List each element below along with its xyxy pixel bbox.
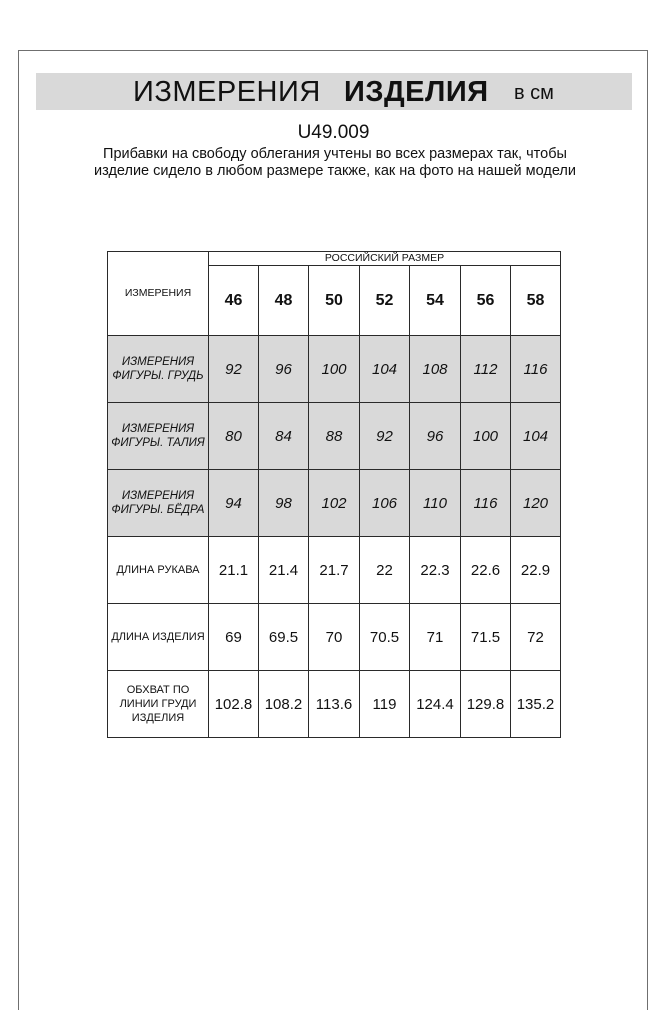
table-cell: 116 bbox=[461, 470, 511, 537]
table-cell: 71.5 bbox=[461, 604, 511, 671]
table-cell: 70 bbox=[309, 604, 360, 671]
table-cell: 72 bbox=[511, 604, 561, 671]
row-label: ИЗМЕРЕНИЯ ФИГУРЫ. ТАЛИЯ bbox=[108, 403, 209, 470]
table-cell: 102 bbox=[309, 470, 360, 537]
table-cell: 108 bbox=[410, 336, 461, 403]
row-label: ИЗМЕРЕНИЯ ФИГУРЫ. БЁДРА bbox=[108, 470, 209, 537]
table-cell: 106 bbox=[360, 470, 410, 537]
size-50: 50 bbox=[309, 266, 360, 336]
table-row bbox=[108, 403, 561, 470]
table-cell: 80 bbox=[209, 403, 259, 470]
table-row bbox=[108, 604, 561, 671]
size-table-container bbox=[107, 251, 561, 738]
table-cell: 110 bbox=[410, 470, 461, 537]
size-54: 54 bbox=[410, 266, 461, 336]
table-cell: 22.9 bbox=[511, 537, 561, 604]
table-cell: 69 bbox=[209, 604, 259, 671]
row-label: ДЛИНА РУКАВА bbox=[108, 537, 209, 604]
table-cell: 88 bbox=[309, 403, 360, 470]
table-cell: 92 bbox=[209, 336, 259, 403]
table-cell: 108.2 bbox=[259, 671, 309, 738]
table-cell: 69.5 bbox=[259, 604, 309, 671]
table-cell: 100 bbox=[461, 403, 511, 470]
title-product: ИЗДЕЛИЯ bbox=[344, 76, 489, 108]
table-cell: 116 bbox=[511, 336, 561, 403]
table-cell: 129.8 bbox=[461, 671, 511, 738]
title-measurements: ИЗМЕРЕНИЯ bbox=[133, 76, 321, 108]
table-cell: 98 bbox=[259, 470, 309, 537]
russian-size-header: РОССИЙСКИЙ РАЗМЕР bbox=[209, 252, 561, 266]
size-52: 52 bbox=[360, 266, 410, 336]
table-cell: 71 bbox=[410, 604, 461, 671]
size-table bbox=[107, 251, 561, 738]
row-label: ОБХВАТ ПО ЛИНИИ ГРУДИ ИЗДЕЛИЯ bbox=[108, 671, 209, 738]
table-cell: 21.1 bbox=[209, 537, 259, 604]
table-cell: 120 bbox=[511, 470, 561, 537]
row-label: ДЛИНА ИЗДЕЛИЯ bbox=[108, 604, 209, 671]
table-cell: 22 bbox=[360, 537, 410, 604]
title-unit: в см bbox=[514, 82, 554, 104]
table-cell: 113.6 bbox=[309, 671, 360, 738]
table-cell: 104 bbox=[360, 336, 410, 403]
size-48: 48 bbox=[259, 266, 309, 336]
table-cell: 100 bbox=[309, 336, 360, 403]
size-56: 56 bbox=[461, 266, 511, 336]
size-46: 46 bbox=[209, 266, 259, 336]
table-cell: 21.4 bbox=[259, 537, 309, 604]
table-cell: 112 bbox=[461, 336, 511, 403]
table-row bbox=[108, 336, 561, 403]
table-cell: 96 bbox=[259, 336, 309, 403]
size-58: 58 bbox=[511, 266, 561, 336]
table-cell: 84 bbox=[259, 403, 309, 470]
table-cell: 94 bbox=[209, 470, 259, 537]
fit-note: Прибавки на свободу облегания учтены во всех размерах так, чтобы изделие сидело в любом размере также, как на фото на нашей модели bbox=[94, 146, 576, 179]
table-row bbox=[108, 537, 561, 604]
table-row bbox=[108, 671, 561, 738]
row-label: ИЗМЕРЕНИЯ ФИГУРЫ. ГРУДЬ bbox=[108, 336, 209, 403]
table-cell: 135.2 bbox=[511, 671, 561, 738]
table-cell: 102.8 bbox=[209, 671, 259, 738]
table-cell: 22.6 bbox=[461, 537, 511, 604]
table-cell: 96 bbox=[410, 403, 461, 470]
table-cell: 124.4 bbox=[410, 671, 461, 738]
measurements-header: ИЗМЕРЕНИЯ bbox=[108, 252, 209, 336]
table-cell: 70.5 bbox=[360, 604, 410, 671]
table-cell: 119 bbox=[360, 671, 410, 738]
table-cell: 21.7 bbox=[309, 537, 360, 604]
table-cell: 22.3 bbox=[410, 537, 461, 604]
table-cell: 92 bbox=[360, 403, 410, 470]
table-row bbox=[108, 470, 561, 537]
table-cell: 104 bbox=[511, 403, 561, 470]
article-number: U49.009 bbox=[297, 122, 370, 143]
